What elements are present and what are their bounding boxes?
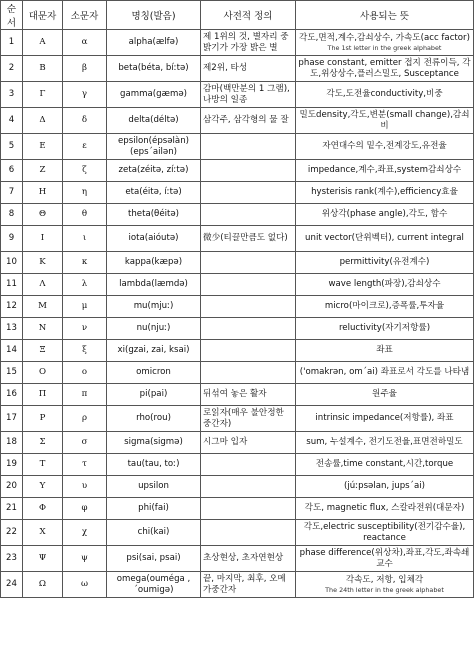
definition-cell: 삼각주, 삼각형의 물 잘 [201, 108, 296, 134]
order-cell: 2 [1, 56, 23, 82]
usage-cell: permittivity(유전계수) [296, 252, 474, 274]
uppercase-cell: Θ [23, 204, 63, 226]
usage-cell: micro(마이크로),증폭률,투자율 [296, 296, 474, 318]
uppercase-cell: Χ [23, 520, 63, 546]
lowercase-cell: ε [63, 134, 107, 160]
uppercase-cell: Ρ [23, 406, 63, 432]
uppercase-cell: Π [23, 384, 63, 406]
table-row [1, 134, 474, 160]
lowercase-cell: ξ [63, 340, 107, 362]
header-order: 순서 [1, 1, 23, 30]
table-row [1, 252, 474, 274]
definition-cell [201, 498, 296, 520]
definition-cell [201, 476, 296, 498]
uppercase-cell: Β [23, 56, 63, 82]
usage-cell: 자연대수의 밑수,전계강도,유전율 [296, 134, 474, 160]
order-cell: 1 [1, 30, 23, 56]
lowercase-cell: δ [63, 108, 107, 134]
lowercase-cell: θ [63, 204, 107, 226]
definition-cell: 제 1위의 것, 별자리 중 밝기가 가장 밝은 별 [201, 30, 296, 56]
header-uppercase: 대문자 [23, 1, 63, 30]
definition-cell [201, 204, 296, 226]
name-cell: mu(mjuː) [107, 296, 201, 318]
table-row [1, 406, 474, 432]
uppercase-cell: Γ [23, 82, 63, 108]
table-row [1, 274, 474, 296]
usage-cell: hysterisis rank(계수),efficiency효율 [296, 182, 474, 204]
uppercase-cell: Ε [23, 134, 63, 160]
table-row [1, 160, 474, 182]
definition-cell [201, 318, 296, 340]
order-cell: 8 [1, 204, 23, 226]
uppercase-cell: Ω [23, 572, 63, 598]
order-cell: 12 [1, 296, 23, 318]
definition-cell [201, 362, 296, 384]
lowercase-cell: ο [63, 362, 107, 384]
lowercase-cell: η [63, 182, 107, 204]
name-cell: lambda(læmdə) [107, 274, 201, 296]
usage-cell: 전송률,time constant,시간,torque [296, 454, 474, 476]
order-cell: 18 [1, 432, 23, 454]
lowercase-cell: σ [63, 432, 107, 454]
uppercase-cell: Τ [23, 454, 63, 476]
uppercase-cell: Δ [23, 108, 63, 134]
usage-cell: 좌표 [296, 340, 474, 362]
definition-cell: 微少(티끌만큼도 없다) [201, 226, 296, 252]
usage-cell: impedance,계수,좌표,system감쇠상수 [296, 160, 474, 182]
order-cell: 19 [1, 454, 23, 476]
order-cell: 24 [1, 572, 23, 598]
name-cell: iota(aióutə) [107, 226, 201, 252]
lowercase-cell: φ [63, 498, 107, 520]
order-cell: 16 [1, 384, 23, 406]
usage-note: The 24th letter in the greek alphabet [325, 586, 444, 594]
usage-cell: phase difference(위상차),좌표,각도,좌속쇄교수 [296, 546, 474, 572]
lowercase-cell: π [63, 384, 107, 406]
table-row [1, 572, 474, 598]
usage-cell: intrinsic impedance(저항률), 좌표 [296, 406, 474, 432]
uppercase-cell: Λ [23, 274, 63, 296]
lowercase-cell: ζ [63, 160, 107, 182]
name-cell: psi(sai, psai) [107, 546, 201, 572]
table-row [1, 432, 474, 454]
table-row [1, 362, 474, 384]
lowercase-cell: α [63, 30, 107, 56]
lowercase-cell: ρ [63, 406, 107, 432]
lowercase-cell: λ [63, 274, 107, 296]
definition-cell: 끝, 마지막, 최후, 오메가중간자 [201, 572, 296, 598]
table-row [1, 204, 474, 226]
definition-cell [201, 454, 296, 476]
uppercase-cell: Υ [23, 476, 63, 498]
order-cell: 9 [1, 226, 23, 252]
name-cell: sigma(sigmə) [107, 432, 201, 454]
usage-cell [296, 30, 474, 56]
name-cell: chi(kai) [107, 520, 201, 546]
usage-cell: reluctivity(자기저항률) [296, 318, 474, 340]
usage-cell [296, 572, 474, 598]
name-cell: beta(béta, bíːtə) [107, 56, 201, 82]
name-cell: phi(fai) [107, 498, 201, 520]
uppercase-cell: Ν [23, 318, 63, 340]
uppercase-cell: Μ [23, 296, 63, 318]
name-cell: pi(pai) [107, 384, 201, 406]
usage-cell: wave length(파장),감쇠상수 [296, 274, 474, 296]
definition-cell: 감마(백만분의 1 그램), 나방의 일종 [201, 82, 296, 108]
name-cell: eta(éitə, íːtə) [107, 182, 201, 204]
order-cell: 3 [1, 82, 23, 108]
order-cell: 10 [1, 252, 23, 274]
header-name: 명칭(발음) [107, 1, 201, 30]
lowercase-cell: κ [63, 252, 107, 274]
name-cell: delta(déltə) [107, 108, 201, 134]
definition-cell: 제2위, 타성 [201, 56, 296, 82]
lowercase-cell: χ [63, 520, 107, 546]
usage-cell: 각도, magnetic flux, 스칼라전위(대문자) [296, 498, 474, 520]
lowercase-cell: β [63, 56, 107, 82]
usage-text: 각속도, 저항, 입체각 [345, 575, 424, 585]
table-row [1, 226, 474, 252]
usage-text: 각도,면적,계수,감쇠상수, 가속도(acc factor) [299, 33, 470, 43]
table-row [1, 108, 474, 134]
definition-cell: 로읽자(매우 불안정한 중간자) [201, 406, 296, 432]
order-cell: 6 [1, 160, 23, 182]
uppercase-cell: Σ [23, 432, 63, 454]
table-row [1, 498, 474, 520]
uppercase-cell: Φ [23, 498, 63, 520]
table-row [1, 520, 474, 546]
table-row [1, 340, 474, 362]
lowercase-cell: τ [63, 454, 107, 476]
order-cell: 4 [1, 108, 23, 134]
table-row [1, 56, 474, 82]
header-row [1, 1, 474, 30]
order-cell: 15 [1, 362, 23, 384]
name-cell: omicron [107, 362, 201, 384]
usage-cell: 각도,도전율conductivity,비중 [296, 82, 474, 108]
name-cell: zeta(zéitə, zíːtə) [107, 160, 201, 182]
uppercase-cell: Ξ [23, 340, 63, 362]
order-cell: 14 [1, 340, 23, 362]
table-row [1, 384, 474, 406]
definition-cell: 뒤섞여 놓은 활자 [201, 384, 296, 406]
definition-cell [201, 520, 296, 546]
lowercase-cell: ι [63, 226, 107, 252]
definition-cell [201, 296, 296, 318]
header-usage: 사용되는 뜻 [296, 1, 474, 30]
table-row [1, 30, 474, 56]
order-cell: 20 [1, 476, 23, 498]
table-row [1, 296, 474, 318]
definition-cell [201, 134, 296, 160]
order-cell: 5 [1, 134, 23, 160]
order-cell: 23 [1, 546, 23, 572]
lowercase-cell: υ [63, 476, 107, 498]
table-row [1, 82, 474, 108]
lowercase-cell: ν [63, 318, 107, 340]
definition-cell [201, 160, 296, 182]
name-cell: rho(rou) [107, 406, 201, 432]
order-cell: 21 [1, 498, 23, 520]
order-cell: 13 [1, 318, 23, 340]
name-cell: epsilon(épsəlàn) (eps´ailən) [107, 134, 201, 160]
usage-cell: (júːpsəlan, jups´ai) [296, 476, 474, 498]
usage-cell: 각도,electric susceptibility(전기감수율), reactance [296, 520, 474, 546]
usage-cell: ('omakrən, om´ai) 좌표로서 각도를 나타냄 [296, 362, 474, 384]
table-row [1, 182, 474, 204]
header-definition: 사전적 정의 [201, 1, 296, 30]
lowercase-cell: ψ [63, 546, 107, 572]
usage-cell: phase constant, emitter 접지 전류이득, 각도,위상상수,플러스밀도, Susceptance [296, 56, 474, 82]
usage-cell: 위상각(phase angle),각도, 함수 [296, 204, 474, 226]
uppercase-cell: Ο [23, 362, 63, 384]
definition-cell [201, 274, 296, 296]
uppercase-cell: Ι [23, 226, 63, 252]
name-cell: xi(gzai, zai, ksai) [107, 340, 201, 362]
uppercase-cell: Ζ [23, 160, 63, 182]
name-cell: upsilon [107, 476, 201, 498]
order-cell: 11 [1, 274, 23, 296]
table-row [1, 318, 474, 340]
definition-cell: 시그마 입자 [201, 432, 296, 454]
uppercase-cell: Κ [23, 252, 63, 274]
lowercase-cell: ω [63, 572, 107, 598]
usage-cell: 원주율 [296, 384, 474, 406]
uppercase-cell: Ψ [23, 546, 63, 572]
usage-cell: 밀도density,각도,변분(small change),감쇠비 [296, 108, 474, 134]
table-row [1, 546, 474, 572]
name-cell: alpha(ælfə) [107, 30, 201, 56]
table-row [1, 476, 474, 498]
header-lowercase: 소문자 [63, 1, 107, 30]
definition-cell [201, 340, 296, 362]
usage-note: The 1st letter in the greek alphabet [327, 44, 442, 52]
name-cell: kappa(kæpə) [107, 252, 201, 274]
order-cell: 7 [1, 182, 23, 204]
lowercase-cell: μ [63, 296, 107, 318]
name-cell: tau(tau, toː) [107, 454, 201, 476]
uppercase-cell: Α [23, 30, 63, 56]
order-cell: 17 [1, 406, 23, 432]
definition-cell [201, 182, 296, 204]
name-cell: theta(θéitə) [107, 204, 201, 226]
definition-cell: 초상현상, 초자연현상 [201, 546, 296, 572]
definition-cell [201, 252, 296, 274]
name-cell: nu(njuː) [107, 318, 201, 340]
lowercase-cell: γ [63, 82, 107, 108]
table-row [1, 454, 474, 476]
usage-cell: unit vector(단위벡터), current integral [296, 226, 474, 252]
order-cell: 22 [1, 520, 23, 546]
usage-cell: sum, 누설계수, 전기도전율,표면전하밀도 [296, 432, 474, 454]
name-cell: gamma(gæmə) [107, 82, 201, 108]
name-cell: omega(ouméga ,´oumigə) [107, 572, 201, 598]
uppercase-cell: Η [23, 182, 63, 204]
